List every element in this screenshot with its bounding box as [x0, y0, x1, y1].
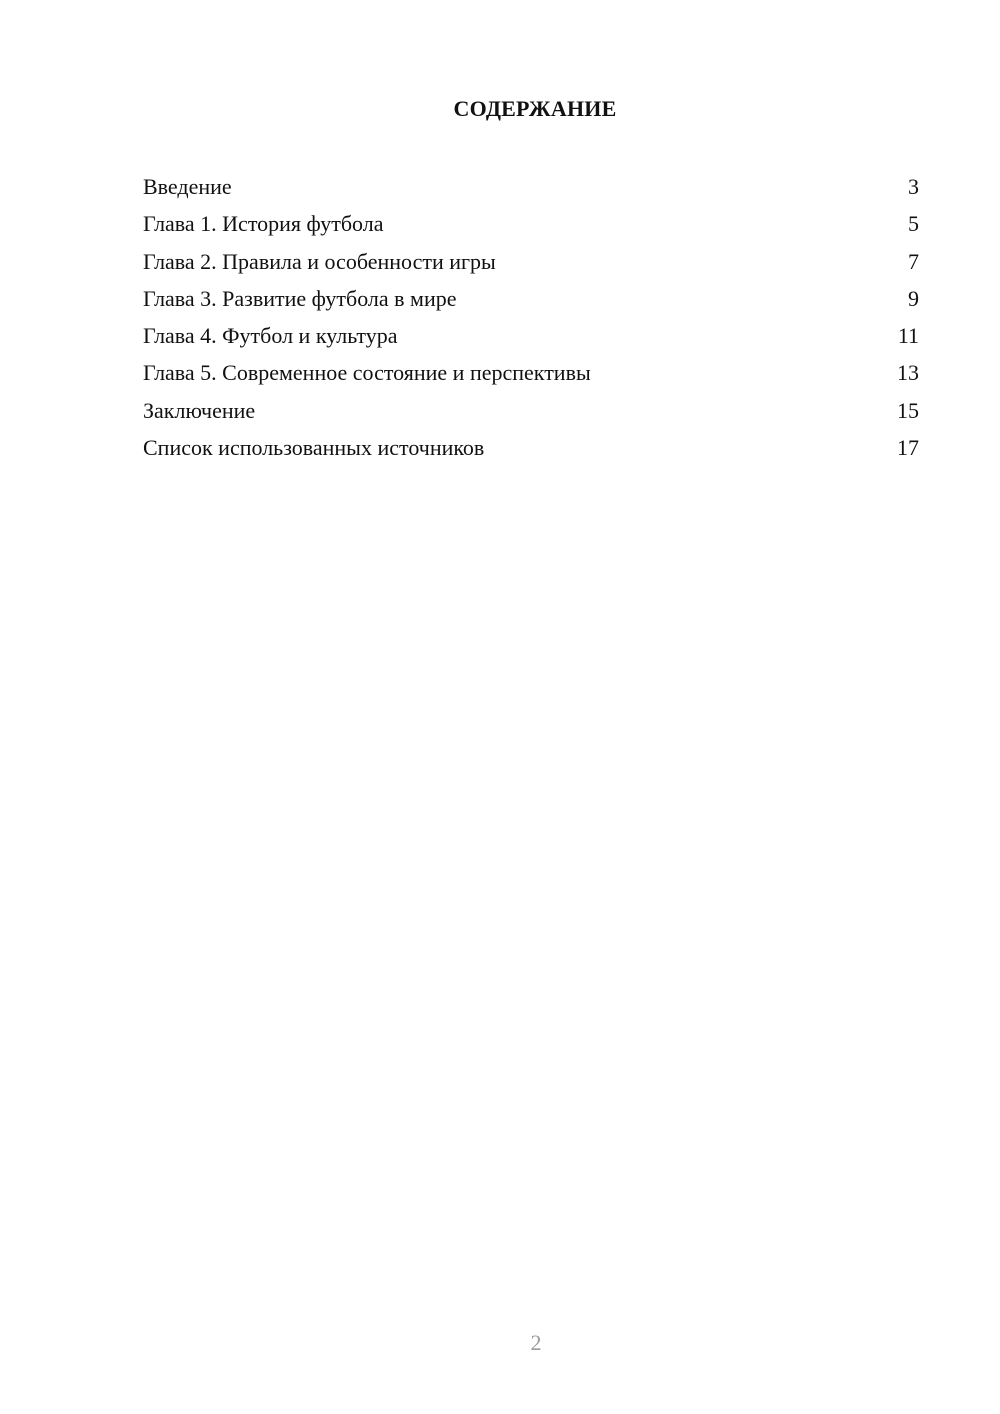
- toc-item-label: Список использованных источников: [143, 435, 485, 461]
- toc-item-conclusion[interactable]: [143, 392, 919, 429]
- toc-item-page-number: 7: [908, 248, 919, 274]
- toc-item-label: Глава 3. Развитие футбола в мире: [143, 285, 457, 311]
- toc-item-page-number: 9: [908, 285, 919, 311]
- toc-item-page-number: 15: [897, 397, 919, 423]
- toc-item-page-number: 13: [897, 360, 919, 386]
- toc-item-chapter-2[interactable]: [143, 243, 919, 280]
- toc-item-chapter-4[interactable]: [143, 317, 919, 354]
- toc-item-label: Глава 5. Современное состояние и перспективы: [143, 360, 591, 386]
- page-title: СОДЕРЖАНИЕ: [453, 96, 617, 121]
- table-of-contents: [143, 168, 919, 466]
- toc-item-page-number: 11: [897, 323, 919, 349]
- toc-item-chapter-1[interactable]: [143, 205, 919, 242]
- toc-item-introduction[interactable]: [143, 168, 919, 205]
- toc-item-label: Глава 2. Правила и особенности игры: [143, 248, 496, 274]
- toc-item-page-number: 17: [897, 435, 919, 461]
- toc-item-chapter-5[interactable]: [143, 354, 919, 391]
- toc-item-label: Глава 1. История футбола: [143, 211, 384, 237]
- page-number: 2: [530, 1330, 542, 1355]
- toc-item-references[interactable]: [143, 429, 919, 466]
- toc-item-page-number: 3: [908, 174, 919, 199]
- toc-item-label: Глава 4. Футбол и культура: [143, 323, 398, 349]
- toc-item-label: Введение: [143, 174, 232, 199]
- toc-item-page-number: 5: [908, 211, 919, 237]
- toc-item-chapter-3[interactable]: [143, 280, 919, 317]
- toc-item-label: Заключение: [143, 397, 256, 423]
